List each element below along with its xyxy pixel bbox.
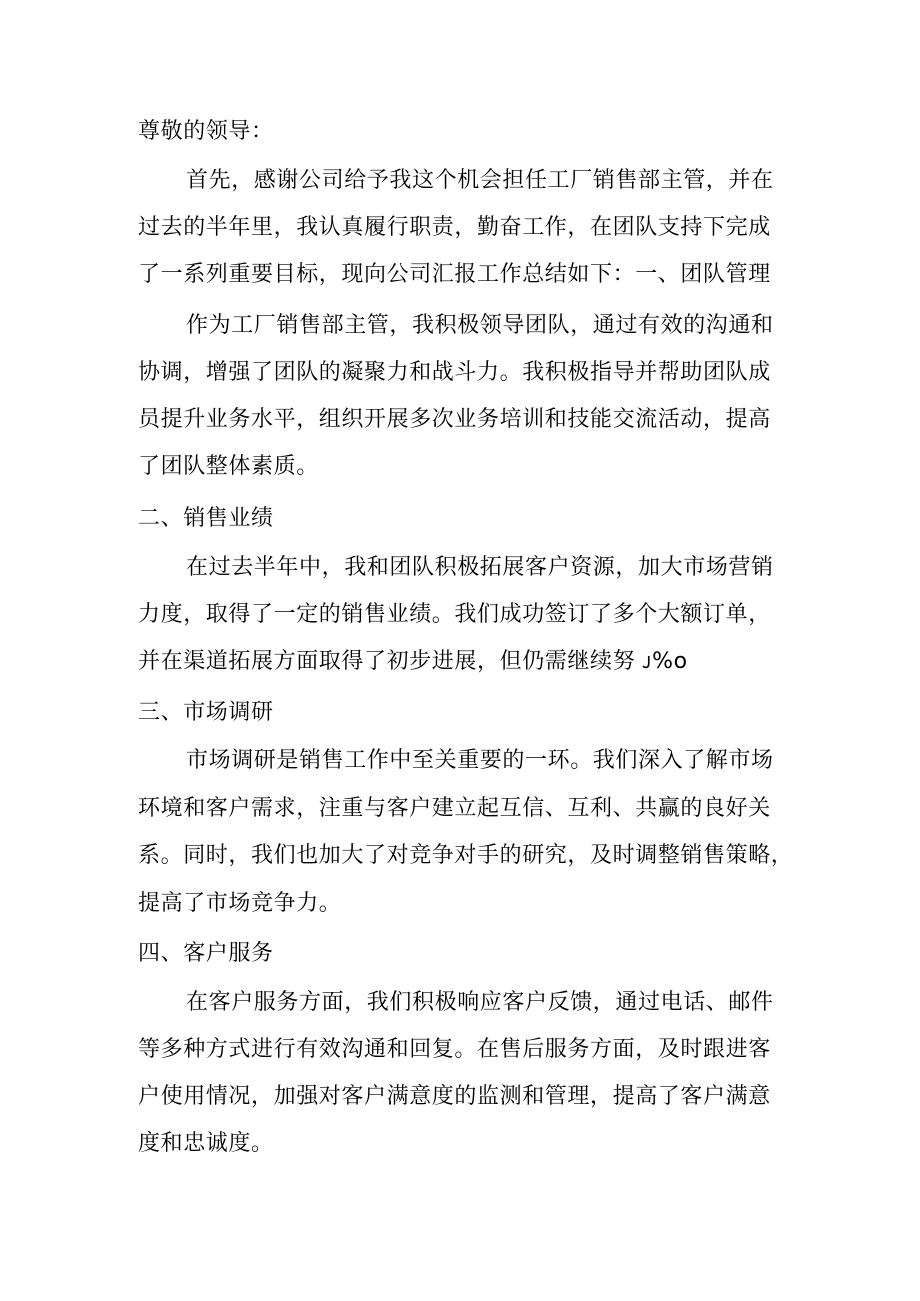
section-heading: 四、客户服务 — [138, 941, 274, 966]
paragraph-line: 市场调研是销售工作中至关重要的一环。我们深入了解市场 — [186, 748, 774, 773]
salutation: 尊敬的领导： — [138, 119, 274, 144]
paragraph-line: 首先，感谢公司给予我这个机会担任工厂销售部主管，并在 — [186, 168, 774, 193]
paragraph-line: 度和忠诚度。 — [138, 1131, 274, 1156]
paragraph-line: 协调，增强了团队的凝聚力和战斗力。我积极指导并帮助团队成 — [138, 360, 771, 385]
paragraph-line: 系。同时，我们也加大了对竞争对手的研究，及时调整销售策略， — [138, 843, 794, 868]
paragraph-line: 作为工厂销售部主管，我积极领导团队，通过有效的沟通和 — [186, 313, 774, 338]
paragraph-line: 了团队整体素质。 — [138, 454, 319, 479]
paragraph-line: 提高了市场竞争力。 — [138, 891, 342, 916]
paragraph-line: 等多种方式进行有效沟通和回复。在售后服务方面，及时跟进客 — [138, 1037, 771, 1062]
section-heading: 二、销售业绩 — [138, 506, 274, 531]
section-heading: 三、市场调研 — [138, 700, 274, 725]
paragraph-line: 员提升业务水平，组织开展多次业务培训和技能交流活动，提高 — [138, 407, 771, 432]
paragraph-line: 过去的半年里，我认真履行职责，勤奋工作，在团队支持下完成 — [138, 215, 771, 240]
paragraph-line: 在客户服务方面，我们积极响应客户反馈，通过电话、邮件 — [186, 990, 774, 1015]
paragraph-line: 在过去半年中，我和团队积极拓展客户资源，加大市场营销 — [186, 555, 774, 580]
paragraph-line: 并在渠道拓展方面取得了初步进展，但仍需继续努 ᴊ%o — [138, 649, 688, 674]
paragraph-line: 力度，取得了一定的销售业绩。我们成功签订了多个大额订单， — [138, 602, 771, 627]
paragraph-line: 了一系列重要目标，现向公司汇报工作总结如下：一、团队管理 — [138, 262, 771, 287]
paragraph-line: 户使用情况，加强对客户满意度的监测和管理，提高了客户满意 — [138, 1084, 771, 1109]
paragraph-line: 环境和客户需求，注重与客户建立起互信、互利、共赢的良好关 — [138, 796, 771, 821]
